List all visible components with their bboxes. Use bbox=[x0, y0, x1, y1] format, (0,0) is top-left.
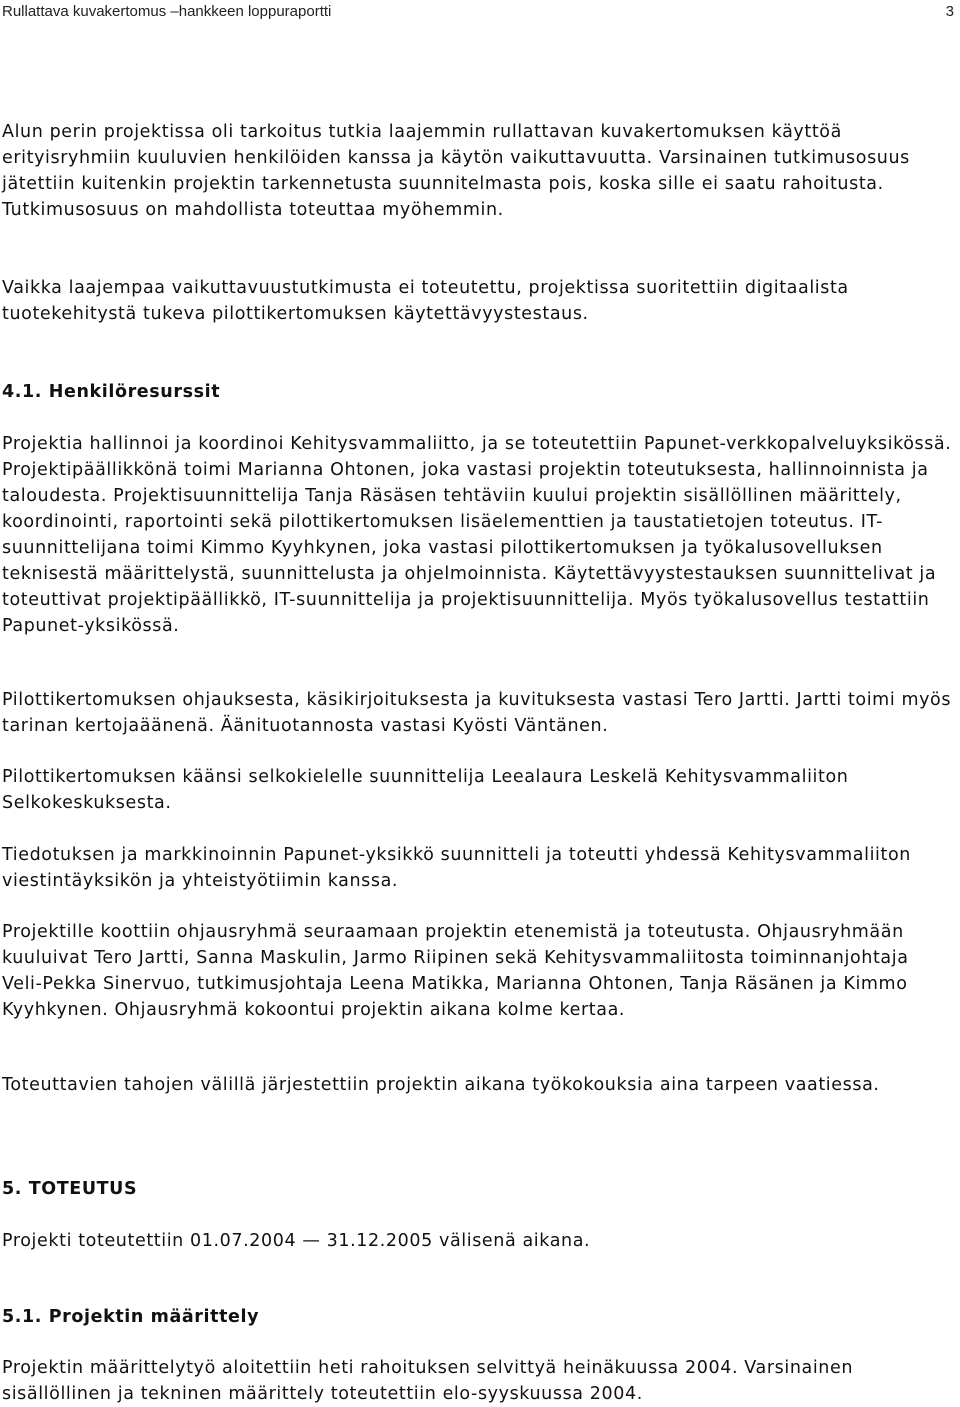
paragraph-research-scope: Alun perin projektissa oli tarkoitus tutkia laajemmin rullattavan kuvakertomuksen käyttöä erityisryhmiin kuuluvien henkilöiden kanssa ja käytön vaikuttavuutta. Varsinainen tutkimusosuus jätettiin kuitenkin projektin tarkennetusta suunnitelmasta pois, koska sille ei saatu rahoitusta. Tutkimusosuus on mahdollista toteuttaa myöhemmin. bbox=[2, 122, 910, 220]
paragraph-personnel: Projektia hallinnoi ja koordinoi Kehitysvammaliitto, ja se toteutettiin Papunet-verkkopalveluyksikössä. Projektipäällikkönä toimi Marianna Ohtonen, joka vastasi projektin toteutuksesta, hallinnoinnista ja taloudesta. Projektisuunnittelija Tanja Räsäsen tehtäviin kuului projektin sisällöllinen määrittely, koordinointi, raportointi sekä pilottikertomuksen lisäelementtien ja taustatietojen toteutus. IT-suunnittelijana toimi Kimmo Kyyhkynen, joka vastasi pilottikertomuksen ja työkalusovelluksen teknisestä määrittelystä, suunnittelusta ja ohjelmoinnista. Käytettävyystestauksen suunnittelivat ja toteuttivat projektipäällikkö, IT-suunnittelija ja projektisuunnittelija. Myös työkalusovellus testattiin Papunet-yksikössä. bbox=[2, 434, 952, 636]
paragraph-direction: Pilottikertomuksen ohjauksesta, käsikirjoituksesta ja kuvituksesta vastasi Tero Jartti. Jartti toimi myös tarinan kertojaäänenä. Äänituotannosta vastasi Kyösti Väntänen. bbox=[2, 690, 952, 736]
paragraph-steering-group: Projektille koottiin ohjausryhmä seuraamaan projektin etenemistä ja toteutusta. Ohjausryhmään kuuluivat Tero Jartti, Sanna Maskulin, Jarmo Riipinen sekä Kehitysvammaliitosta toiminnanjohtaja Veli-Pekka Sinervuo, tutkimusjohtaja Leena Matikka, Marianna Ohtonen, Tanja Räsänen ja Kimmo Kyyhkynen. Ohjausryhmä kokoontui projektin aikana kolme kertaa. bbox=[2, 922, 909, 1020]
section-heading-5-1: 5.1. Projektin määrittely bbox=[2, 1307, 260, 1327]
paragraph-easy-language: Pilottikertomuksen käänsi selkokielelle suunnittelija Leealaura Leskelä Kehitysvammaliiton Selkokeskuksesta. bbox=[2, 767, 849, 813]
running-header bbox=[2, 2, 954, 22]
header-title: Rullattava kuvakertomus –hankkeen loppuraportti bbox=[2, 3, 332, 20]
paragraph-work-meetings: Toteuttavien tahojen välillä järjestettiin projektin aikana työkokouksia aina tarpeen vaatiessa. bbox=[2, 1075, 880, 1095]
page-number: 3 bbox=[945, 3, 954, 20]
paragraph-communications: Tiedotuksen ja markkinoinnin Papunet-yksikkö suunnitteli ja toteutti yhdessä Kehitysvammaliiton viestintäyksikön ja yhteistyötiimin kanssa. bbox=[2, 845, 911, 891]
paragraph-definition: Projektin määrittelytyö aloitettiin heti rahoituksen selvittyä heinäkuussa 2004. Varsinainen sisällöllinen ja tekninen määrittely toteutettiin elo-syyskuussa 2004. bbox=[2, 1358, 854, 1404]
paragraph-usability-testing: Vaikka laajempaa vaikuttavuustutkimusta ei toteutettu, projektissa suoritettiin digitaalista tuotekehitystä tukeva pilottikertomuksen käytettävyystestaus. bbox=[2, 278, 849, 324]
section-heading-4-1: 4.1. Henkilöresurssit bbox=[2, 382, 221, 402]
paragraph-implementation-period: Projekti toteutettiin 01.07.2004 — 31.12.2005 välisenä aikana. bbox=[2, 1231, 591, 1251]
section-heading-5: 5. TOTEUTUS bbox=[2, 1179, 138, 1199]
